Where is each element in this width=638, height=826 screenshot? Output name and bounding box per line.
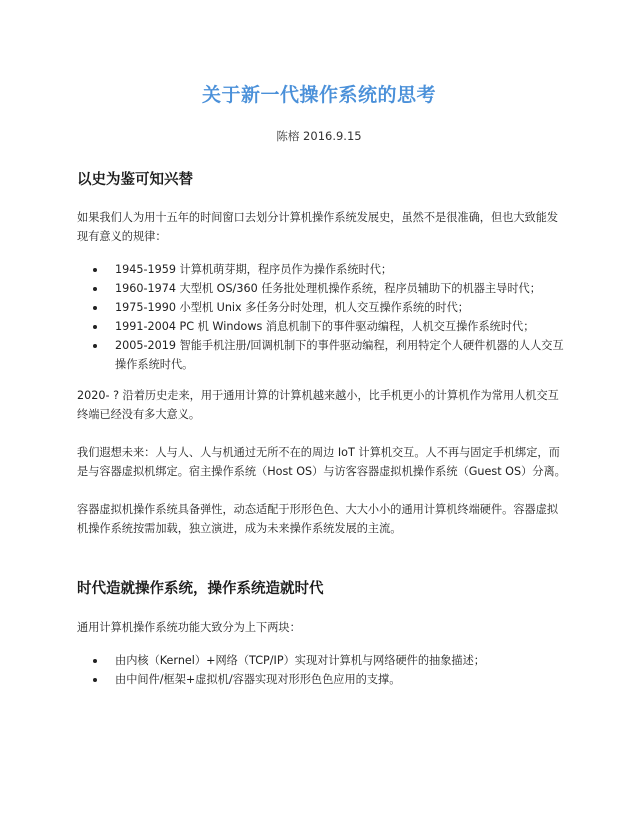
list-item: 1975-1990 小型机 Unix 多任务分时处理，机人交互操作系统的时代； xyxy=(77,298,567,317)
section1-intro-paragraph: 如果我们人为用十五年的时间窗口去划分计算机操作系统发展史，虽然不是很准确，但也大致能发现有意义的规律： xyxy=(77,211,559,243)
section1-bullet-list xyxy=(77,260,567,374)
section2-bullet-list xyxy=(77,651,567,689)
section-heading-1: 以史为鉴可知兴替 xyxy=(77,172,193,188)
document-title: 关于新一代操作系统的思考 xyxy=(201,84,436,106)
author-date-line: 陈榕 2016.9.15 xyxy=(276,129,362,143)
list-item: 1945-1959 计算机萌芽期，程序员作为操作系统时代； xyxy=(77,260,567,279)
list-item: 1960-1974 大型机 OS/360 任务批处理机操作系统，程序员辅助下的机器主导时代； xyxy=(77,279,567,298)
section1-paragraph-4: 容器虚拟机操作系统具备弹性，动态适配于形形色色、大大小小的通用计算机终端硬件。容器虚拟机操作系统按需加载，独立演进，成为未来操作系统发展的主流。 xyxy=(77,503,559,535)
list-item: 由内核（Kernel）+网络（TCP/IP）实现对计算机与网络硬件的抽象描述； xyxy=(77,651,567,670)
list-item: 由中间件/框架+虚拟机/容器实现对形形色色应用的支撑。 xyxy=(77,670,567,689)
section1-paragraph-2: 2020- ? 沿着历史走来，用于通用计算的计算机越来越小，比手机更小的计算机作为常用人机交互终端已经没有多大意义。 xyxy=(77,389,559,421)
section1-paragraph-3: 我们遐想未来：人与人、人与机通过无所不在的周边 IoT 计算机交互。人不再与固定手机绑定，而是与容器虚拟机绑定。宿主操作系统（Host OS）与访客容器虚拟机操作系统（Guest OS）分离。 xyxy=(77,446,566,478)
section-heading-2: 时代造就操作系统，操作系统造就时代 xyxy=(77,581,324,597)
section2-intro-paragraph: 通用计算机操作系统功能大致分为上下两块： xyxy=(77,621,301,634)
list-item: 2005-2019 智能手机注册/回调机制下的事件驱动编程，利用特定个人硬件机器的人人交互操作系统时代。 xyxy=(77,336,567,374)
list-item: 1991-2004 PC 机 Windows 消息机制下的事件驱动编程，人机交互操作系统时代； xyxy=(77,317,567,336)
